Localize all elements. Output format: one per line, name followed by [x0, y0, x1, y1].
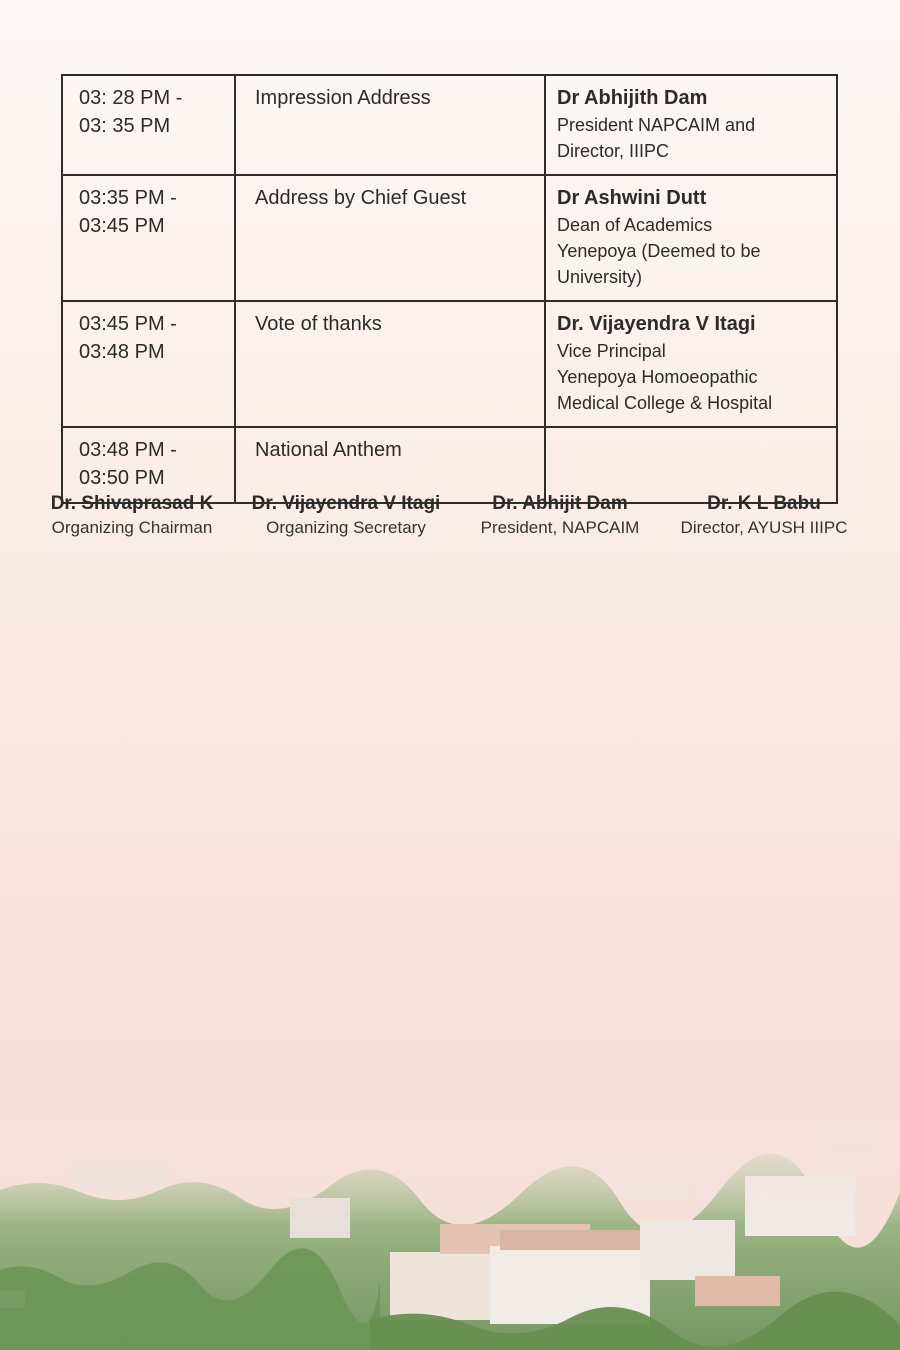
signatory	[240, 492, 452, 540]
speaker-detail: Medical College & Hospital	[557, 393, 773, 413]
speaker-name: Dr Abhijith Dam	[557, 87, 708, 109]
time-end: 03:50 PM	[79, 467, 165, 489]
event-cell: Vote of thanks	[235, 301, 545, 427]
time-cell	[62, 175, 235, 301]
speaker-detail: Yenepoya (Deemed to be University)	[557, 241, 761, 287]
event-cell: Impression Address	[235, 75, 545, 175]
signatory-role: Organizing Chairman	[51, 518, 213, 537]
signatory-role: President, NAPCAIM	[480, 518, 640, 537]
event-cell: Address by Chief Guest	[235, 175, 545, 301]
speaker-detail: President NAPCAIM and	[557, 115, 756, 135]
signatory-name: Dr. K L Babu	[707, 493, 821, 514]
event-cell: National Anthem	[235, 427, 545, 503]
speaker-detail: Yenepoya Homoeopathic	[557, 367, 758, 387]
speaker-detail: Vice Principal	[557, 341, 666, 361]
speaker-cell	[545, 301, 837, 427]
schedule-row	[62, 301, 837, 427]
signatory-name: Dr. Shivaprasad K	[50, 493, 214, 514]
speaker-name: Dr. Vijayendra V Itagi	[557, 313, 756, 335]
speaker-detail: Dean of Academics	[557, 215, 713, 235]
time-cell	[62, 301, 235, 427]
speaker-name: Dr Ashwini Dutt	[557, 187, 707, 209]
speaker-cell	[545, 75, 837, 175]
signatory-name: Dr. Vijayendra V Itagi	[251, 493, 441, 514]
time-start: 03:35 PM -	[79, 187, 177, 209]
signatories	[0, 492, 900, 552]
speaker-cell	[545, 175, 837, 301]
time-end: 03: 35 PM	[79, 115, 171, 137]
time-end: 03:45 PM	[79, 215, 165, 237]
time-start: 03:48 PM -	[79, 439, 177, 461]
schedule-row	[62, 75, 837, 175]
time-start: 03:45 PM -	[79, 313, 177, 335]
speaker-detail: Director, IIIPC	[557, 141, 670, 161]
signatory	[42, 492, 222, 540]
programme-schedule-table	[61, 74, 838, 504]
time-cell	[62, 75, 235, 175]
signatory	[672, 492, 856, 540]
signatory	[470, 492, 650, 540]
campus-landscape-illustration	[0, 1120, 900, 1350]
signatory-role: Director, AYUSH IIIPC	[680, 518, 848, 537]
signatory-role: Organizing Secretary	[266, 518, 426, 537]
schedule-row	[62, 175, 837, 301]
time-end: 03:48 PM	[79, 341, 165, 363]
signatory-name: Dr. Abhijit Dam	[492, 493, 628, 514]
time-start: 03: 28 PM -	[79, 87, 183, 109]
